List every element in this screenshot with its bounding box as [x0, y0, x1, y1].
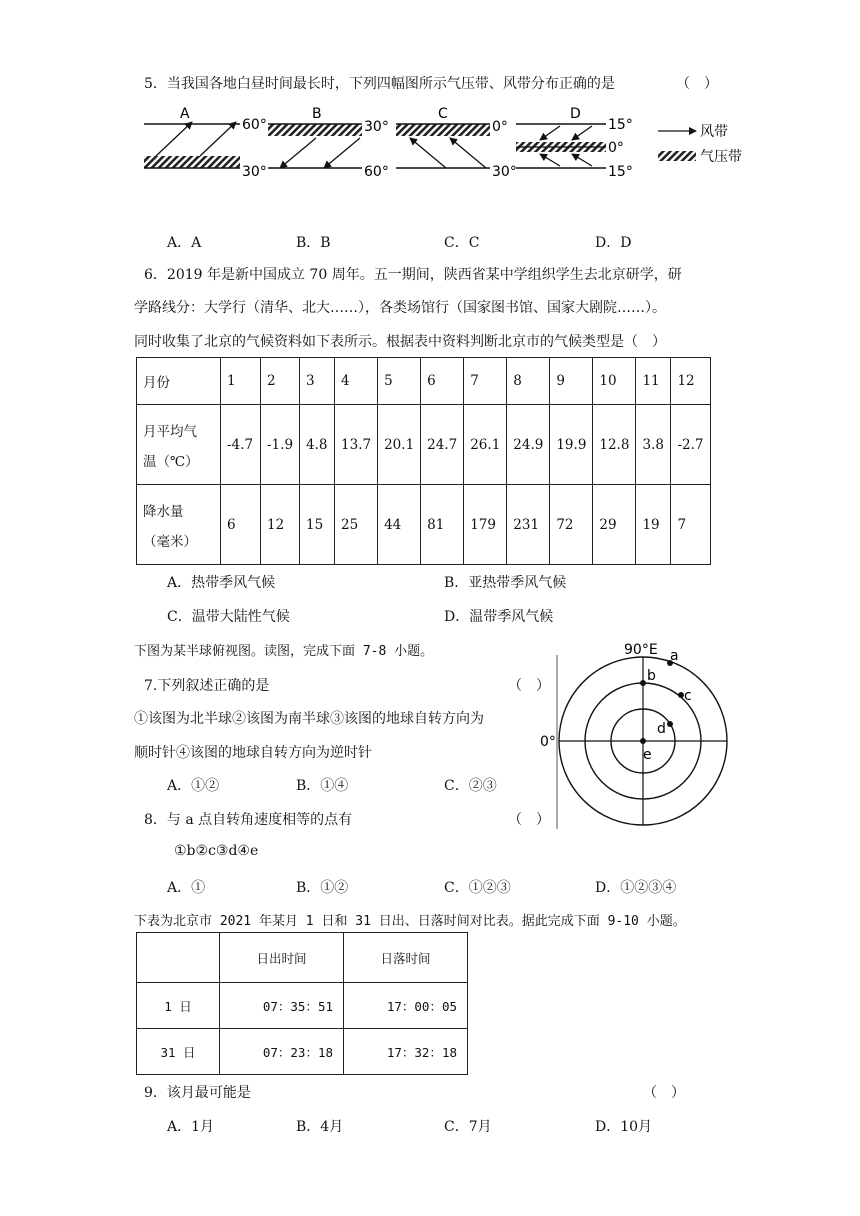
- table-cell: 24.9: [507, 405, 550, 485]
- q5-diagram: [140, 100, 780, 190]
- table-cell: 231: [507, 485, 550, 565]
- table-cell: -4.7: [221, 405, 261, 485]
- panel-b-top-lat: 30°: [364, 119, 389, 135]
- table-cell: 24.7: [421, 405, 464, 485]
- panel-a-bottom-lat: 30°: [242, 164, 267, 180]
- q5-paren: （ ）: [676, 76, 718, 92]
- point-b-label: b: [647, 668, 656, 684]
- panel-b: [268, 106, 389, 180]
- table-cell: 81: [421, 485, 464, 565]
- table-cell: 7: [671, 485, 710, 565]
- q9-stem: 9．该月最可能是: [144, 1085, 251, 1101]
- table-cell: 29: [593, 485, 636, 565]
- table-cell: 4: [335, 358, 378, 405]
- table-cell: 31 日: [137, 1029, 220, 1075]
- q9-option-c[interactable]: C．7月: [444, 1119, 492, 1135]
- intro-9-10: 下表为北京市 2021 年某月 1 日和 31 日出、日落时间对比表。据此完成下面 9-10 小题。: [134, 914, 686, 929]
- q8-option-a[interactable]: A．①: [167, 880, 206, 896]
- table-header: [137, 485, 221, 565]
- point-c-label: c: [684, 688, 692, 704]
- point-e: [640, 738, 646, 744]
- q7-paren: （ ）: [508, 678, 550, 694]
- q6-option-c[interactable]: C．温带大陆性气候: [167, 609, 290, 625]
- point-a-label: a: [670, 648, 679, 664]
- point-d: [667, 721, 673, 727]
- row3-header-a: 降水量: [143, 503, 184, 520]
- point-b: [640, 680, 646, 686]
- table-cell: 7: [464, 358, 507, 405]
- table-cell: 72: [550, 485, 593, 565]
- table-header: [137, 933, 220, 983]
- table-cell: 4.8: [300, 405, 335, 485]
- q7-option-b[interactable]: B．①④: [296, 778, 349, 794]
- q7-stem: 7.下列叙述正确的是: [144, 678, 270, 694]
- climate-table: [136, 357, 711, 565]
- table-cell: 07：35：51: [220, 983, 344, 1029]
- table-cell: 19: [636, 485, 671, 565]
- table-cell: 8: [507, 358, 550, 405]
- intro-7-8: 下图为某半球俯视图。读图，完成下面 7-8 小题。: [134, 644, 434, 659]
- hemisphere-diagram: [530, 635, 770, 835]
- point-e-label: e: [643, 747, 652, 763]
- panel-d-mid-lat: 0°: [608, 140, 624, 156]
- legend-pressure-label: 气压带: [700, 149, 742, 165]
- table-cell: 19.9: [550, 405, 593, 485]
- panel-d-top-lat: 15°: [608, 117, 633, 133]
- panel-d: [516, 106, 633, 180]
- table-cell: 13.7: [335, 405, 378, 485]
- panel-d-label: D: [570, 106, 581, 122]
- q7-option-c[interactable]: C．②③: [444, 778, 497, 794]
- table-row: [137, 405, 711, 485]
- table-cell: 6: [421, 358, 464, 405]
- sunrise-sunset-table: [136, 932, 468, 1075]
- panel-c-bottom-lat: 30°: [492, 164, 517, 180]
- table-cell: 26.1: [464, 405, 507, 485]
- q9-option-b[interactable]: B．4月: [296, 1119, 344, 1135]
- q7-line2: ①该图为北半球②该图为南半球③该图的地球自转方向为: [134, 711, 484, 727]
- q5-option-c[interactable]: C．C: [444, 235, 480, 251]
- q5-option-b[interactable]: B．B: [296, 235, 331, 251]
- q5-option-d[interactable]: D．D: [595, 235, 632, 251]
- table-header: 日出时间: [220, 933, 344, 983]
- table-cell: 6: [221, 485, 261, 565]
- q9-option-a[interactable]: A．1月: [167, 1119, 215, 1135]
- q8-option-b[interactable]: B．①②: [296, 880, 349, 896]
- table-cell: 1 日: [137, 983, 220, 1029]
- q6-line1: 6．2019 年是新中国成立 70 周年。五一期间，陕西省某中学组织学生去北京研学，研: [144, 267, 682, 283]
- table-cell: 10: [593, 358, 636, 405]
- table-cell: 11: [636, 358, 671, 405]
- table-cell: 3: [300, 358, 335, 405]
- q6-option-b[interactable]: B．亚热带季风气候: [444, 575, 567, 591]
- panel-c-top-lat: 0°: [492, 119, 508, 135]
- q9-option-d[interactable]: D．10月: [595, 1119, 653, 1135]
- panel-b-label: B: [312, 106, 322, 122]
- q5-legend: [658, 123, 742, 165]
- table-cell: 1: [221, 358, 261, 405]
- label-90e: 90°E: [624, 642, 658, 658]
- label-0: 0°: [540, 734, 556, 750]
- legend-wind-label: 风带: [700, 124, 728, 140]
- point-d-label: d: [657, 721, 666, 737]
- row2-header-a: 月平均气: [143, 423, 197, 440]
- table-cell: 12: [261, 485, 300, 565]
- q6-option-a[interactable]: A．热带季风气候: [167, 575, 276, 591]
- row2-header-b: 温（℃）: [143, 453, 199, 470]
- table-row: [137, 1029, 468, 1075]
- panel-c-label: C: [438, 106, 448, 122]
- table-cell: 25: [335, 485, 378, 565]
- table-cell: 17：00：05: [344, 983, 468, 1029]
- row3-header-b: （毫米）: [143, 533, 197, 550]
- q7-option-a[interactable]: A．①②: [167, 778, 220, 794]
- q8-option-c[interactable]: C．①②③: [444, 880, 511, 896]
- q6-line2: 学路线分：大学行（清华、北大……），各类场馆行（国家图书馆、国家大剧院……）。: [134, 300, 666, 316]
- table-header: 月份: [137, 358, 221, 405]
- panel-c: [396, 106, 517, 180]
- q5-stem: 5．当我国各地白昼时间最长时，下列四幅图所示气压带、风带分布正确的是: [144, 76, 615, 92]
- table-cell: 5: [378, 358, 421, 405]
- table-cell: 12.8: [593, 405, 636, 485]
- table-cell: 3.8: [636, 405, 671, 485]
- q5-option-a[interactable]: A．A: [167, 235, 202, 251]
- table-cell: 44: [378, 485, 421, 565]
- panel-a: [144, 106, 267, 180]
- q6-line3: 同时收集了北京的气候资料如下表所示。根据表中资料判断北京市的气候类型是（ ）: [134, 334, 666, 350]
- table-cell: 07：23：18: [220, 1029, 344, 1075]
- table-header: [137, 405, 221, 485]
- panel-a-top-lat: 60°: [242, 117, 267, 133]
- q8-paren: （ ）: [508, 812, 550, 828]
- table-cell: -1.9: [261, 405, 300, 485]
- table-row: [137, 358, 711, 405]
- panel-a-label: A: [180, 106, 190, 122]
- table-cell: 20.1: [378, 405, 421, 485]
- table-cell: -2.7: [671, 405, 710, 485]
- q8-choices: ①b②c③d④e: [174, 843, 259, 859]
- table-row: [137, 983, 468, 1029]
- q7-line3: 顺时针④该图的地球自转方向为逆时针: [134, 745, 372, 761]
- q8-stem: 8．与 a 点自转角速度相等的点有: [144, 812, 353, 828]
- table-header: 日落时间: [344, 933, 468, 983]
- table-cell: 17：32：18: [344, 1029, 468, 1075]
- table-cell: 15: [300, 485, 335, 565]
- q8-option-d[interactable]: D．①②③④: [595, 880, 677, 896]
- table-row: [137, 933, 468, 983]
- table-cell: 179: [464, 485, 507, 565]
- table-cell: 2: [261, 358, 300, 405]
- panel-d-bottom-lat: 15°: [608, 164, 633, 180]
- q6-option-d[interactable]: D．温带季风气候: [444, 609, 554, 625]
- table-cell: 9: [550, 358, 593, 405]
- panel-b-bottom-lat: 60°: [364, 164, 389, 180]
- table-cell: 12: [671, 358, 710, 405]
- table-row: [137, 485, 711, 565]
- q9-paren: （ ）: [643, 1085, 685, 1101]
